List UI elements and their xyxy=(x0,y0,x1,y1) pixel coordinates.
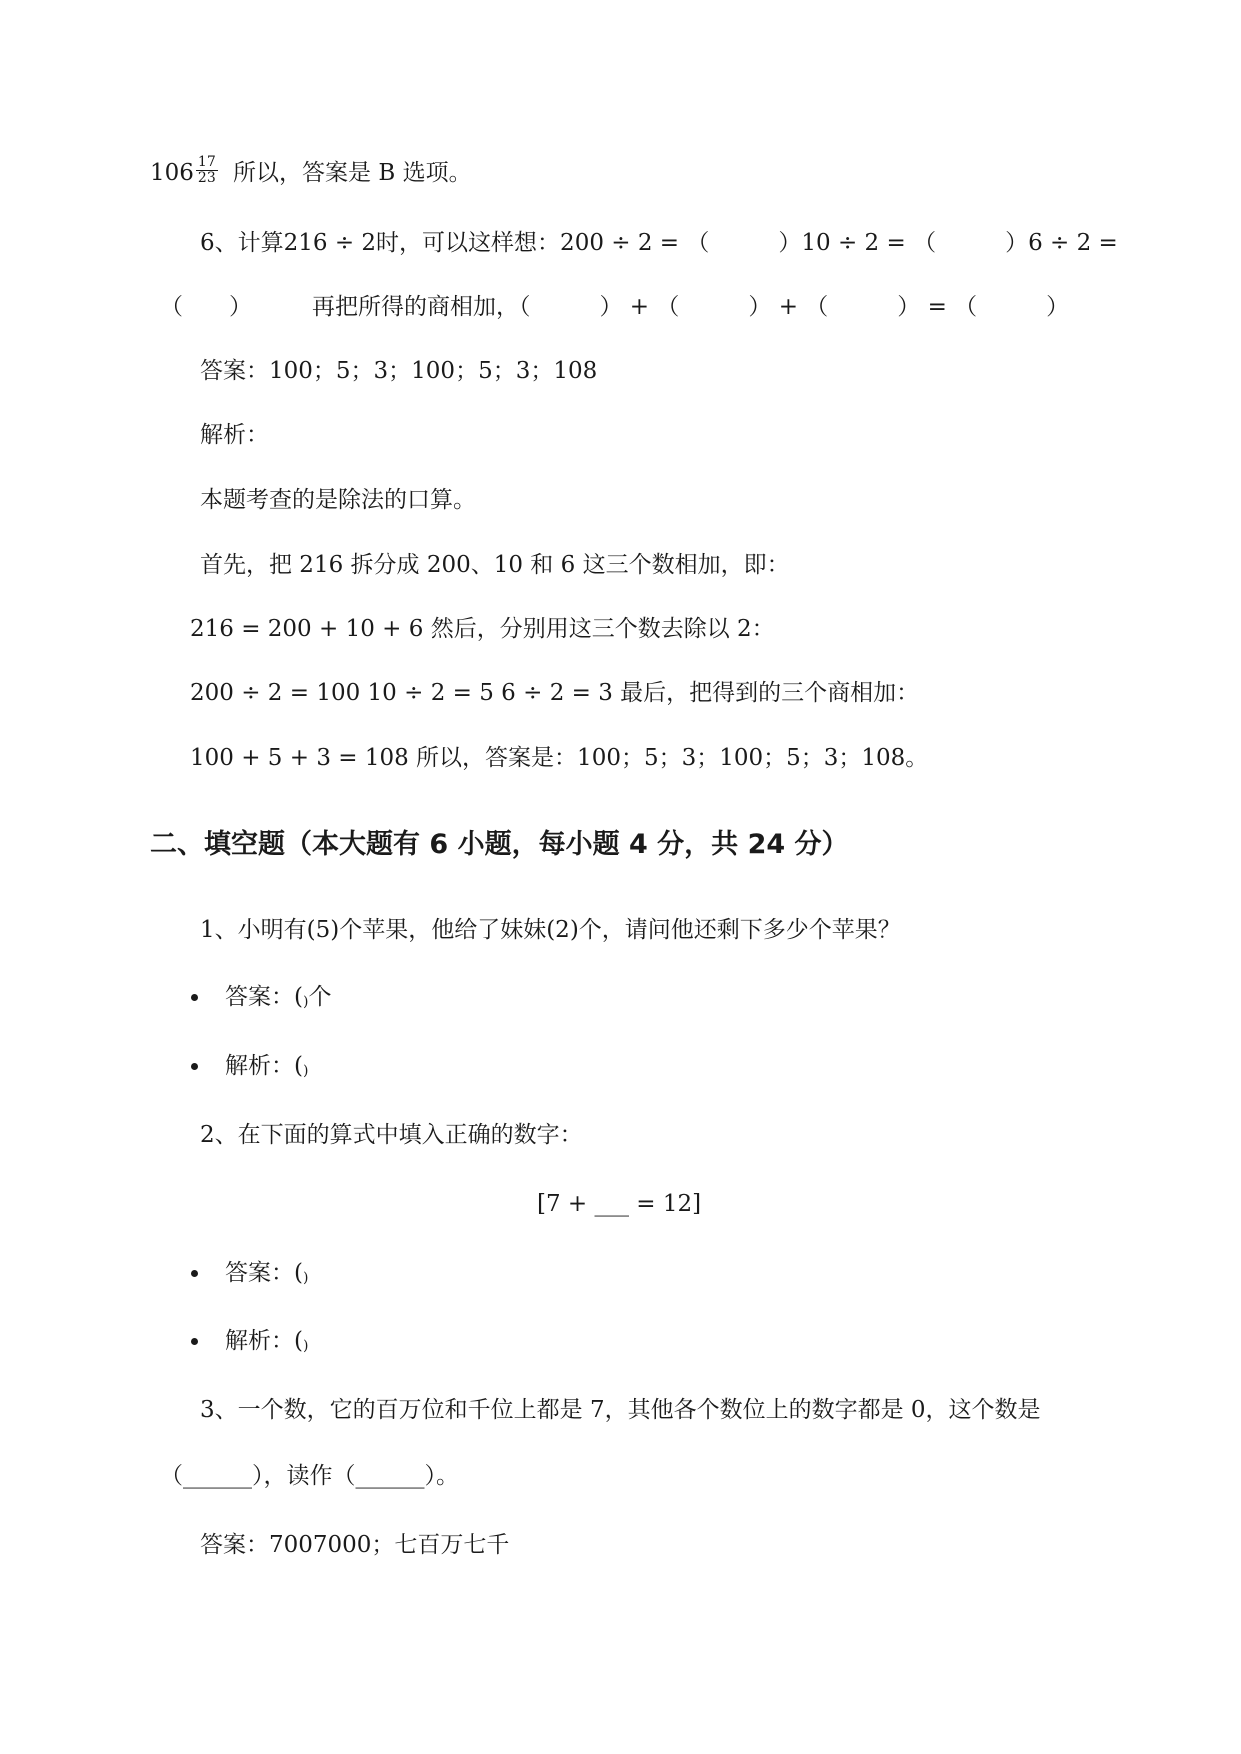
q6-line1: 6、计算216 ÷ 2时，可以这样想：200 ÷ 2 = （ ）10 ÷ 2 = （ ）6 ÷ 2 = xyxy=(200,230,1118,256)
s2-q1: 1、小明有(5)个苹果，他给了妹妹(2)个，请问他还剩下多少个苹果？ xyxy=(200,917,901,943)
s2-q2: 2、在下面的算式中填入正确的数字： xyxy=(200,1122,583,1148)
q6-analysis-3: 216 = 200 + 10 + 6 然后，分别用这三个数去除以 2： xyxy=(190,616,775,642)
analysis-paren-close: ) xyxy=(302,1338,309,1354)
answer-paren-close: ) xyxy=(302,1270,309,1286)
analysis-paren-close: ) xyxy=(302,1063,309,1079)
q6-analysis-2: 首先，把 216 拆分成 200、10 和 6 这三个数相加，即： xyxy=(200,552,790,578)
answer-unit: 个 xyxy=(308,984,332,1010)
s2-q1-answer xyxy=(225,982,331,1017)
answer-label: 答案：( xyxy=(225,984,303,1010)
s2-q2-answer xyxy=(225,1258,308,1293)
fraction-denominator: 23 xyxy=(197,169,216,186)
s2-q1-analysis xyxy=(225,1051,308,1086)
answer-label: 答案：( xyxy=(225,1260,303,1286)
s2-q2-analysis xyxy=(225,1326,308,1361)
answer-paren-close: ) xyxy=(302,994,309,1010)
analysis-label: 解析：( xyxy=(225,1328,303,1354)
s2-q2-formula: [7 + ___ = 12] xyxy=(537,1191,702,1217)
fraction-numerator: 17 xyxy=(197,153,216,170)
q6-analysis-label: 解析： xyxy=(200,422,269,448)
bullet xyxy=(191,1338,198,1345)
s2-q3-line1: 3、一个数，它的百万位和千位上都是 7，其他各个数位上的数字都是 0，这个数是 xyxy=(200,1397,1041,1423)
bullet xyxy=(191,994,198,1001)
q6-analysis-1: 本题考查的是除法的口算。 xyxy=(200,487,476,513)
fraction-answer-line xyxy=(150,153,472,190)
q6-line2b: 再把所得的商相加，（ ） + （ ） + （ ） = （ ） xyxy=(312,294,1070,320)
mixed-number-whole: 106 xyxy=(150,160,194,186)
analysis-label: 解析：( xyxy=(225,1053,303,1079)
bullet xyxy=(191,1063,198,1070)
answer-text: 所以，答案是 B 选项。 xyxy=(233,160,472,186)
q6-analysis-4: 200 ÷ 2 = 100 10 ÷ 2 = 5 6 ÷ 2 = 3 最后，把得到的三个商相加： xyxy=(190,680,920,706)
section2-title: 二、填空题（本大题有 6 小题，每小题 4 分，共 24 分） xyxy=(150,829,849,860)
s2-q3-line2: （______），读作（______）。 xyxy=(160,1463,459,1489)
q6-answer: 答案：100；5；3；100；5；3；108 xyxy=(200,358,598,384)
bullet xyxy=(191,1270,198,1277)
q6-analysis-5: 100 + 5 + 3 = 108 所以，答案是：100；5；3；100；5；3；108。 xyxy=(190,745,929,771)
mixed-number-fraction xyxy=(196,155,218,186)
q6-line2a: （ ） xyxy=(160,294,252,320)
s2-q3-answer: 答案：7007000；七百万七千 xyxy=(200,1532,510,1558)
